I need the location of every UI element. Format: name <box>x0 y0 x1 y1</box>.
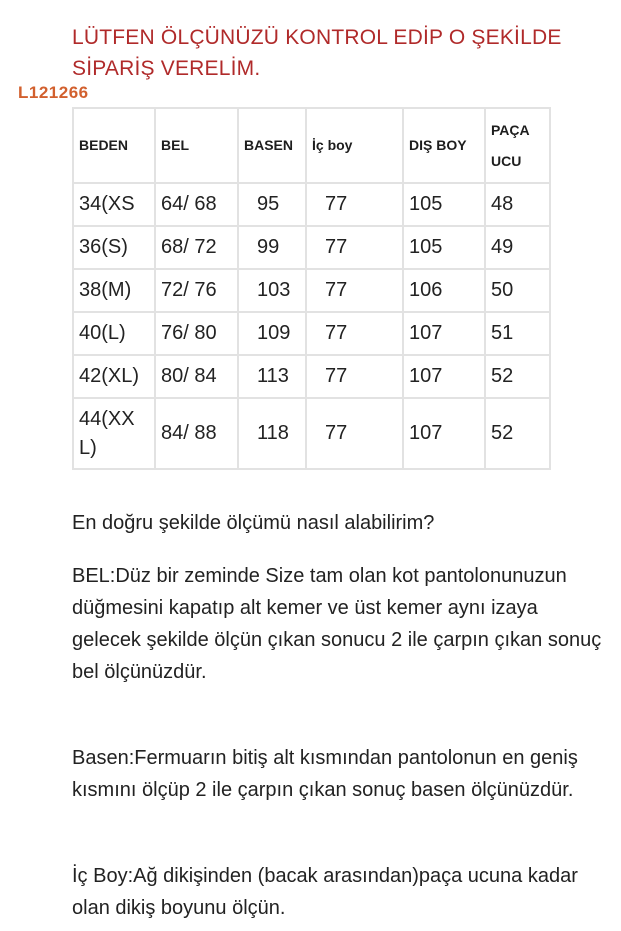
bel-instructions: BEL:Düz bir zeminde Size tam olan kot pantolonunuzun düğmesini kapatıp alt kemer ve üst kemer aynı izaya gelecek şekilde ölçün çıkan sonucu 2 ile çarpın çıkan sonuç bel ölçünüzdür. <box>72 565 602 683</box>
measurement-question: En doğru şekilde ölçümü nasıl alabilirim? <box>72 512 435 534</box>
cell-ic-boy: 77 <box>306 269 403 312</box>
cell-ic-boy: 77 <box>306 398 403 469</box>
table-row <box>73 398 550 469</box>
measurement-warning-heading: LÜTFEN ÖLÇÜNÜZÜ KONTROL EDİP O ŞEKİLDE SİPARİŞ VERELİM. <box>72 26 562 80</box>
cell-bel: 76/ 80 <box>155 312 238 355</box>
cell-bel: 84/ 88 <box>155 398 238 469</box>
ic-boy-instructions: İç Boy:Ağ dikişinden (bacak arasından)paça ucuna kadar olan dikiş boyunu ölçün. <box>72 865 578 919</box>
cell-bel: 80/ 84 <box>155 355 238 398</box>
table-row <box>73 269 550 312</box>
table-row <box>73 226 550 269</box>
table-row <box>73 355 550 398</box>
cell-ic-boy: 77 <box>306 312 403 355</box>
cell-beden: 42(XL) <box>73 355 155 398</box>
cell-paca-ucu: 50 <box>485 269 550 312</box>
cell-ic-boy: 77 <box>306 183 403 226</box>
cell-bel: 68/ 72 <box>155 226 238 269</box>
header-bel: BEL <box>155 108 238 183</box>
header-ic-boy: İç boy <box>306 108 403 183</box>
header-beden: BEDEN <box>73 108 155 183</box>
cell-basen: 99 <box>238 226 306 269</box>
cell-basen: 109 <box>238 312 306 355</box>
cell-bel: 72/ 76 <box>155 269 238 312</box>
cell-paca-ucu: 49 <box>485 226 550 269</box>
table-row <box>73 183 550 226</box>
cell-bel: 64/ 68 <box>155 183 238 226</box>
size-chart-header-row <box>73 108 550 183</box>
cell-beden: 36(S) <box>73 226 155 269</box>
cell-dis-boy: 107 <box>403 355 485 398</box>
cell-dis-boy: 106 <box>403 269 485 312</box>
cell-basen: 113 <box>238 355 306 398</box>
cell-dis-boy: 107 <box>403 398 485 469</box>
cell-beden: 38(M) <box>73 269 155 312</box>
product-code: L121266 <box>18 83 89 102</box>
size-chart-table <box>72 107 551 470</box>
cell-beden: 40(L) <box>73 312 155 355</box>
cell-dis-boy: 105 <box>403 226 485 269</box>
cell-dis-boy: 107 <box>403 312 485 355</box>
cell-basen: 103 <box>238 269 306 312</box>
cell-ic-boy: 77 <box>306 226 403 269</box>
cell-basen: 118 <box>238 398 306 469</box>
cell-ic-boy: 77 <box>306 355 403 398</box>
cell-beden: 44(XXL) <box>73 398 155 469</box>
cell-dis-boy: 105 <box>403 183 485 226</box>
basen-instructions: Basen:Fermuarın bitiş alt kısmından pantolonun en geniş kısmını ölçüp 2 ile çarpın çıkan sonuç basen ölçünüzdür. <box>72 747 578 801</box>
cell-paca-ucu: 52 <box>485 398 550 469</box>
cell-basen: 95 <box>238 183 306 226</box>
cell-paca-ucu: 48 <box>485 183 550 226</box>
table-row <box>73 312 550 355</box>
cell-paca-ucu: 52 <box>485 355 550 398</box>
header-dis-boy: DIŞ BOY <box>403 108 485 183</box>
header-basen: BASEN <box>238 108 306 183</box>
cell-beden: 34(XS <box>73 183 155 226</box>
cell-paca-ucu: 51 <box>485 312 550 355</box>
header-paca-ucu: PAÇA UCU <box>485 108 550 183</box>
